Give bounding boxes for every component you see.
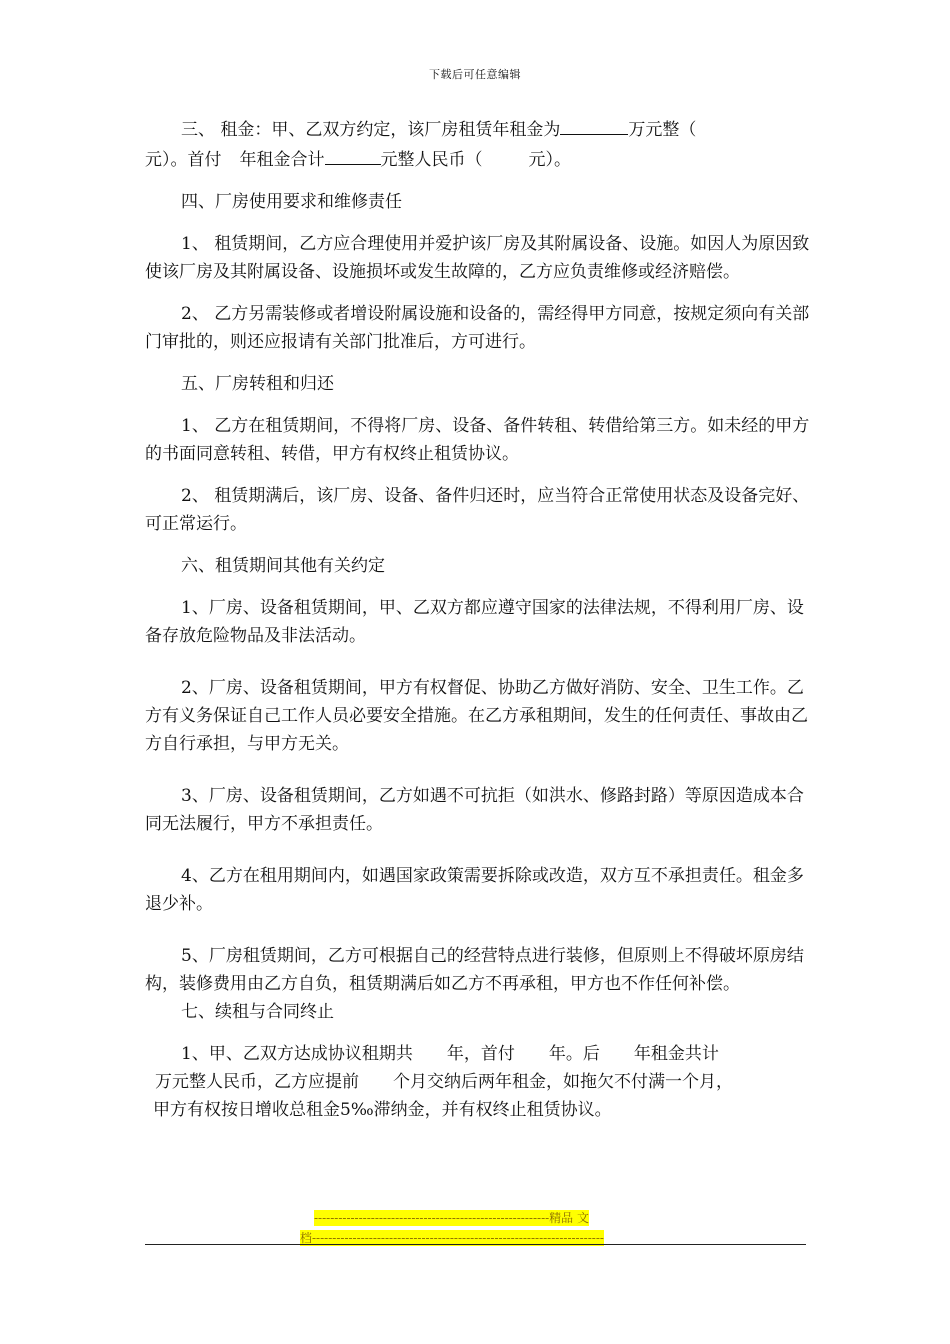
clause-6-1: 1、厂房、设备租赁期间，甲、乙双方都应遵守国家的法律法规，不得利用厂房、设备存放危险物品及非法活动。 <box>145 598 804 646</box>
contract-body <box>145 114 813 1138</box>
clause-7-1-line-3: 甲方有权按日增收总租金5‰滞纳金，并有权终止租赁协议。 <box>153 1100 612 1120</box>
rent-text-4: 年租金合计 <box>239 150 325 170</box>
section-title-4: 四、厂房使用要求和维修责任 <box>181 192 402 212</box>
clause-6-3: 3、厂房、设备租赁期间，乙方如遇不可抗拒（如洪水、修路封路）等原因造成本合同无法履行，甲方不承担责任。 <box>145 786 804 834</box>
footer-line-2: 档------------------------------------------------------------------------ <box>300 1231 604 1245</box>
footer-line-1: ----------------------------------------------------------精品 文 <box>314 1211 589 1225</box>
section-title-5: 五、厂房转租和归还 <box>181 374 334 394</box>
clause-4-2: 2、 乙方另需装修或者增设附属设施和设备的，需经得甲方同意，按规定须向有关部门审批的，则还应报请有关部门批准后，方可进行。 <box>145 304 810 352</box>
clause-7-1 <box>145 1040 813 1124</box>
clause-4-1: 1、 租赁期间，乙方应合理使用并爱护该厂房及其附属设备、设施。如因人为原因致使该厂房及其附属设备、设施损坏或发生故障的，乙方应负责维修或经济赔偿。 <box>145 234 810 282</box>
rent-text-3: 元）。首付 <box>145 150 222 170</box>
footer-divider <box>145 1244 806 1245</box>
rent-text-6: 元）。 <box>528 150 571 170</box>
section-title-6: 六、租赁期间其他有关约定 <box>181 556 385 576</box>
clause-rent <box>145 114 813 174</box>
rent-text-5: 元整人民币（ <box>380 150 483 170</box>
annual-rent-blank <box>560 114 628 135</box>
total-rent-blank <box>325 144 381 165</box>
page-header: 下载后可任意编辑 <box>429 68 521 81</box>
rent-text-2: 万元整（ <box>628 120 697 140</box>
clause-7-1-line-2: 万元整人民币，乙方应提前 个月交纳后两年租金，如拖欠不付满一个月， <box>155 1072 733 1092</box>
clause-6-4: 4、乙方在租用期间内，如遇国家政策需要拆除或改造，双方互不承担责任。租金多退少补。 <box>145 866 804 914</box>
clause-5-1: 1、 乙方在租赁期间，不得将厂房、设备、备件转租、转借给第三方。如未经的甲方的书面同意转租、转借，甲方有权终止租赁协议。 <box>145 416 810 464</box>
rent-text-1: 三、 租金：甲、乙双方约定，该厂房租赁年租金为 <box>181 120 561 140</box>
clause-6-5: 5、厂房租赁期间，乙方可根据自己的经营特点进行装修，但原则上不得破坏原房结构，装修费用由乙方自负，租赁期满后如乙方不再承租，甲方也不作任何补偿。 <box>145 946 804 994</box>
section-title-7: 七、续租与合同终止 <box>181 1002 334 1022</box>
clause-5-2: 2、 租赁期满后，该厂房、设备、备件归还时，应当符合正常使用状态及设备完好、可正常运行。 <box>145 486 810 534</box>
clause-7-1-line-1: 1、甲、乙双方达成协议租期共 年，首付 年。后 年租金共计 <box>181 1044 719 1064</box>
clause-6-2: 2、厂房、设备租赁期间，甲方有权督促、协助乙方做好消防、安全、卫生工作。乙方有义务保证自己工作人员必要安全措施。在乙方承租期间，发生的任何责任、事故由乙方自行承担，与甲方无关。 <box>145 678 808 754</box>
